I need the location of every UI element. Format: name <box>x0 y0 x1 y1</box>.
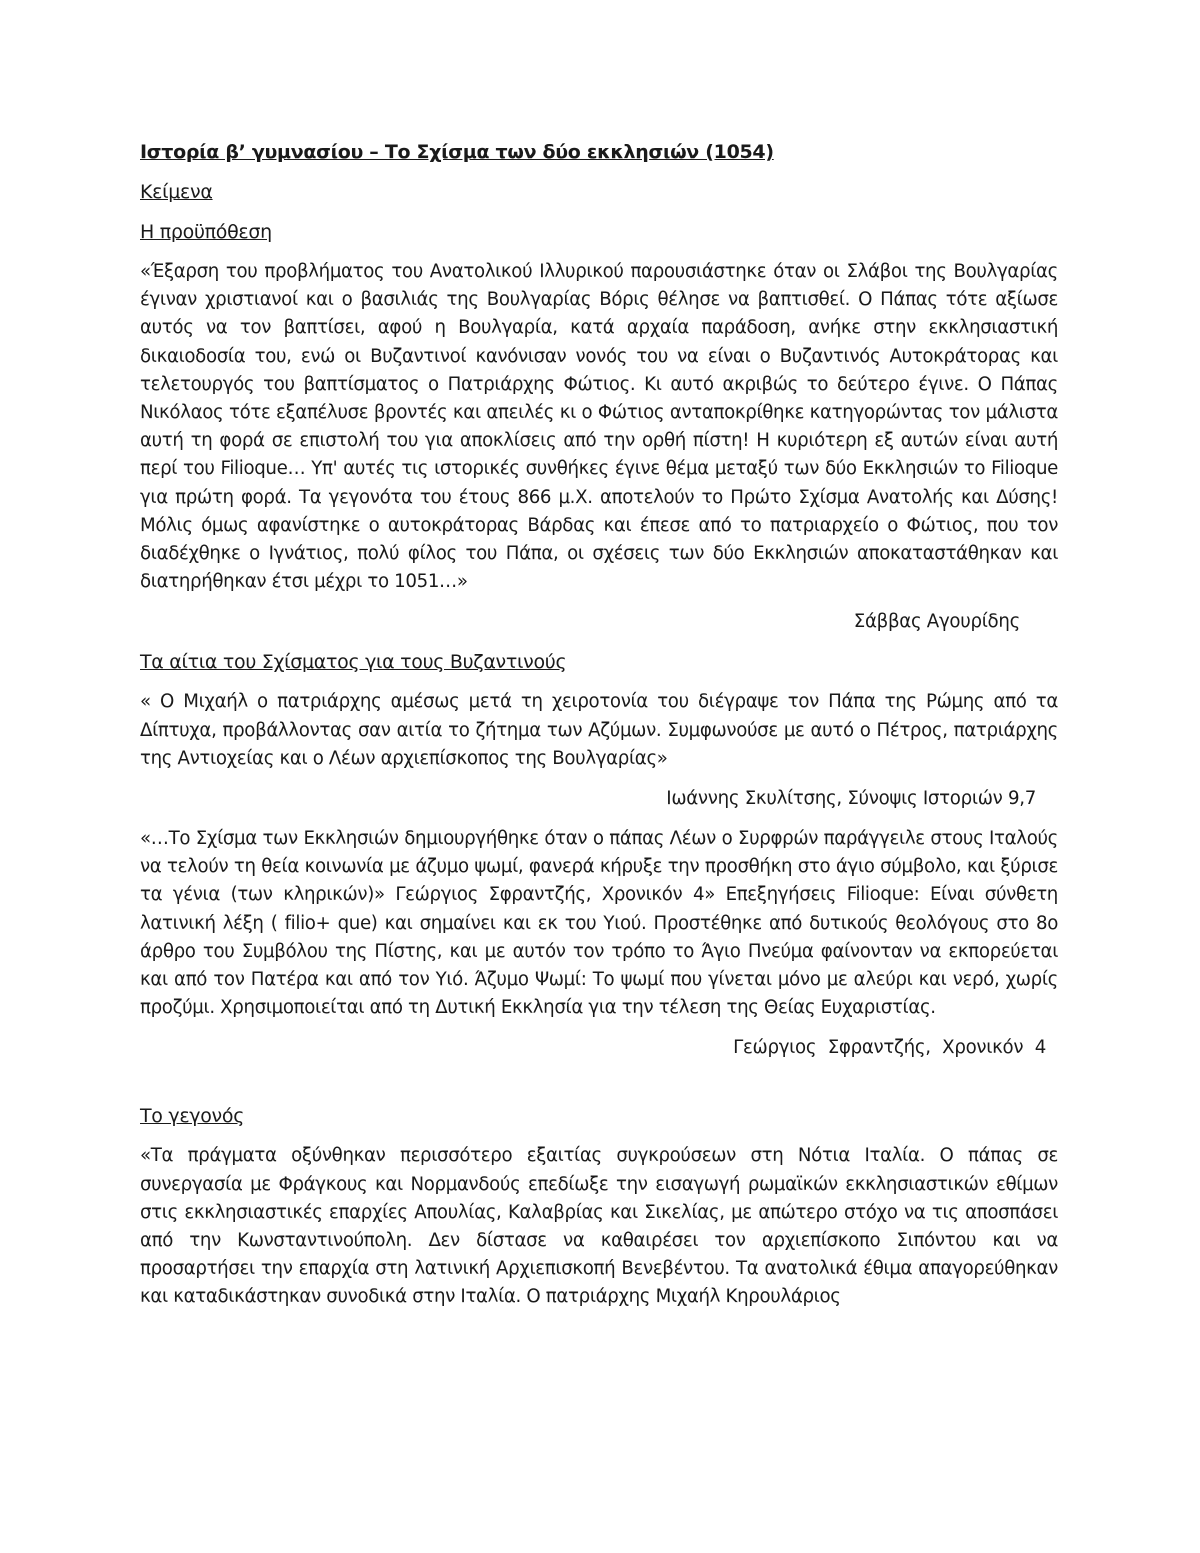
attribution-causes-1: Ιωάννης Σκυλίτσης, Σύνοψις Ιστοριών 9,7 <box>666 788 1036 810</box>
paragraph-causes-1: « Ο Μιχαήλ ο πατριάρχης αμέσως μετά τη χειροτονία του διέγραψε τον Πάπα της Ρώμης από τα Δίπτυχα, προβάλλοντας σαν αιτία το ζήτημα των Αζύμων. Συμφωνούσε με αυτό ο Πέτρος, πατριάρχης της Αντιοχείας και ο Λέων αρχιεπίσκοπος της Βουλγαρίας» <box>140 691 1058 769</box>
document-page <box>140 138 1058 1324</box>
document-title: Ιστορία β’ γυμνασίου – Το Σχίσμα των δύο εκκλησιών (1054) <box>140 141 774 163</box>
section-heading-premise: Η προϋπόθεση <box>140 221 272 243</box>
section-heading-event: Το γεγονός <box>140 1105 245 1128</box>
attribution-causes-2: Γεώργιος Σφραντζής, Χρονικόν 4 <box>733 1037 1046 1059</box>
paragraph-event: «Τα πράγματα οξύνθηκαν περισσότερο εξαιτίας συγκρούσεων στη Νότια Ιταλία. Ο πάπας σε συνεργασία με Φράγκους και Νορμανδούς επεδίωξε την εισαγωγή ρωμαϊκών εκκλησιαστικών εθίμων στις εκκλησιαστικές επαρχίες Απουλίας, Καλαβρίας και Σικελίας, με απώτερο στόχο να τις αποσπάσει από την Κωνσταντινούπολη. Δεν δίστασε να καθαιρέσει τον αρχιεπίσκοπο Σιπόντου και να προσαρτήσει την επαρχία στη λατινική Αρχιεπισκοπή Βενεβέντου. Τα ανατολικά έθιμα απαγορεύθηκαν και καταδικάστηκαν συνοδικά στην Ιταλία. Ο πατριάρχης Μιχαήλ Κηρουλάριος <box>140 1145 1058 1308</box>
section-heading-causes: Τα αίτια του Σχίσματος για τους Βυζαντινούς <box>140 651 567 674</box>
attribution-premise: Σάββας Αγουρίδης <box>853 611 1020 633</box>
paragraph-causes-2: «…Το Σχίσμα των Εκκλησιών δημιουργήθηκε όταν ο πάπας Λέων ο Συρφρών παράγγειλε στους Ιταλούς να τελούν τη θεία κοινωνία με άζυμο ψωμί, φανερά κήρυξε την προσθήκη στο άγιο σύμβολο, και ξύρισε τα γένια (των κληρικών)» Γεώργιος Σφραντζής, Χρονικόν 4» Επεξηγήσεις Filioque: Είναι σύνθετη λατινική λέξη ( filio+ que) και σημαίνει και εκ του Υιού. Προστέθηκε από δυτικούς θεολόγους στο 8ο άρθρο του Συμβόλου της Πίστης, και με αυτόν τον τρόπο το Άγιο Πνεύμα φαίνονταν να εκπορεύεται και από τον Πατέρα και από τον Υιό. Άζυμο Ψωμί: Το ψωμί που γίνεται μόνο με αλεύρι και νερό, χωρίς προζύμι. Χρησιμοποιείται από τη Δυτική Εκκλησία για την τέλεση της Θείας Ευχαριστίας. <box>140 828 1058 1019</box>
paragraph-premise: «Έξαρση του προβλήματος του Ανατολικού Ιλλυρικού παρουσιάστηκε όταν οι Σλάβοι της Βουλγαρίας έγιναν χριστιανοί και ο βασιλιάς της Βουλγαρίας Βόρις θέλησε να βαπτισθεί. Ο Πάπας τότε αξίωσε αυτός να τον βαπτίσει, αφού η Βουλγαρία, κατά αρχαία παράδοση, ανήκε στην εκκλησιαστική δικαιοδοσία του, ενώ οι Βυζαντινοί κανόνισαν νονός του να είναι ο Βυζαντινός Αυτοκράτορας και τελετουργός του βαπτίσματος ο Πατριάρχης Φώτιος. Κι αυτό ακριβώς το δεύτερο έγινε. Ο Πάπας Νικόλαος τότε εξαπέλυσε βροντές και απειλές κι ο Φώτιος ανταποκρίθηκε κατηγορώντας τον μάλιστα αυτή τη φορά σε επιστολή του για αποκλίσεις από την ορθή πίστη! Η κυριότερη εξ αυτών είναι αυτή περί του Filioque… Υπ' αυτές τις ιστορικές συνθήκες έγινε θέμα μεταξύ των δύο Εκκλησιών το Filioque για πρώτη φορά. Τα γεγονότα του έτους 866 μ.Χ. αποτελούν το Πρώτο Σχίσμα Ανατολής και Δύσης! Μόλις όμως αφανίστηκε ο αυτοκράτορας Βάρδας και έπεσε από το πατριαρχείο ο Φώτιος, που τον διαδέχθηκε ο Ιγνάτιος, πολύ φίλος του Πάπα, οι σχέσεις των δύο Εκκλησιών αποκαταστάθηκαν και διατηρήθηκαν έτσι μέχρι το 1051…» <box>140 261 1058 593</box>
section-heading-texts: Κείμενα <box>140 181 213 203</box>
